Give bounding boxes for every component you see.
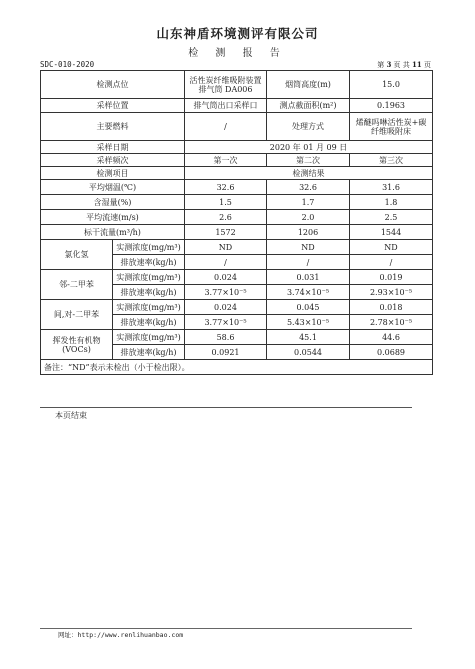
rate-label: 排放速率(kg/h) [113, 315, 185, 330]
pollutant-name: 氯化氢 [41, 240, 113, 270]
rate-value: 3.74×10⁻⁵ [267, 285, 350, 300]
point-value: 活性炭纤维吸附装置排气筒 DA006 [185, 71, 267, 99]
rate-label: 排放速率(kg/h) [113, 345, 185, 360]
param-value: 1206 [267, 225, 350, 240]
param-value: 1.8 [350, 195, 433, 210]
conc-value: 0.024 [185, 270, 267, 285]
rate-value: / [185, 255, 267, 270]
conc-value: ND [350, 240, 433, 255]
pollutant-name: 间,对-二甲苯 [41, 300, 113, 330]
page-end-text: 本页结束 [55, 411, 87, 420]
param-value: 1572 [185, 225, 267, 240]
document-code: SDC-010-2020 [40, 60, 95, 69]
rate-value: 3.77×10⁻⁵ [185, 315, 267, 330]
param-label: 平均流速(m/s) [41, 210, 185, 225]
rate-value: 3.77×10⁻⁵ [185, 285, 267, 300]
conc-value: 0.045 [267, 300, 350, 315]
table-row [41, 270, 433, 285]
frequency-2: 第二次 [267, 154, 350, 167]
item-label: 检测项目 [41, 167, 185, 180]
param-value: 2.0 [267, 210, 350, 225]
conc-value: 0.031 [267, 270, 350, 285]
company-name: 山东神盾环境测评有限公司 [156, 26, 319, 41]
footer-website: 网址：http://www.renlihuanbao.com [58, 631, 184, 639]
table-note: 备注：“ND”表示未检出（小于检出限）。 [41, 360, 433, 375]
table-row [41, 113, 433, 141]
table-row [41, 330, 433, 345]
table-row [41, 210, 433, 225]
area-value: 0.1963 [350, 99, 433, 113]
param-value: 1.7 [267, 195, 350, 210]
rate-label: 排放速率(kg/h) [113, 255, 185, 270]
param-value: 31.6 [350, 180, 433, 195]
pollutant-name: 邻-二甲苯 [41, 270, 113, 300]
table-row [41, 99, 433, 113]
fuel-value: / [185, 113, 267, 141]
table-row [41, 240, 433, 255]
rate-value: 0.0544 [267, 345, 350, 360]
conc-value: ND [267, 240, 350, 255]
table-row [41, 180, 433, 195]
frequency-label: 采样频次 [41, 154, 185, 167]
frequency-3: 第三次 [350, 154, 433, 167]
conc-label: 实测浓度(mg/m³) [113, 300, 185, 315]
footer-divider [40, 628, 412, 629]
conc-label: 实测浓度(mg/m³) [113, 330, 185, 345]
param-value: 2.6 [185, 210, 267, 225]
fuel-label: 主要燃料 [41, 113, 185, 141]
param-value: 1544 [350, 225, 433, 240]
date-label: 采样日期 [41, 141, 185, 154]
page-total: 11 [412, 60, 422, 69]
table-row [41, 360, 433, 375]
page-number: 第 3 页 共 11 页 [377, 60, 431, 69]
conc-label: 实测浓度(mg/m³) [113, 240, 185, 255]
param-label: 标干流量(m³/h) [41, 225, 185, 240]
pollutant-name: 挥发性有机物(VOCs) [41, 330, 113, 360]
table-row [41, 300, 433, 315]
report-table [40, 70, 433, 375]
rate-value: / [267, 255, 350, 270]
height-value: 15.0 [350, 71, 433, 99]
param-value: 2.5 [350, 210, 433, 225]
table-row [41, 154, 433, 167]
height-label: 烟筒高度(m) [267, 71, 350, 99]
rate-value: / [350, 255, 433, 270]
conc-value: 58.6 [185, 330, 267, 345]
param-value: 1.5 [185, 195, 267, 210]
table-row [41, 195, 433, 210]
page-current: 3 [386, 60, 392, 69]
rate-value: 0.0921 [185, 345, 267, 360]
conc-value: 0.018 [350, 300, 433, 315]
rate-value: 2.93×10⁻⁵ [350, 285, 433, 300]
document-title: 检 测 报 告 [188, 48, 287, 59]
param-label: 平均烟温(℃) [41, 180, 185, 195]
date-value: 2020 年 01 月 09 日 [185, 141, 433, 154]
location-value: 排气筒出口采样口 [185, 99, 267, 113]
rate-value: 5.43×10⁻⁵ [267, 315, 350, 330]
param-value: 32.6 [185, 180, 267, 195]
conc-value: 44.6 [350, 330, 433, 345]
table-row [41, 71, 433, 99]
area-label: 测点截面积(m²) [267, 99, 350, 113]
treatment-value: 烯醚吗啉活性炭+碳纤维吸附床 [350, 113, 433, 141]
conc-value: 0.019 [350, 270, 433, 285]
param-value: 32.6 [267, 180, 350, 195]
conc-value: ND [185, 240, 267, 255]
rate-value: 2.78×10⁻⁵ [350, 315, 433, 330]
table-row [41, 225, 433, 240]
frequency-1: 第一次 [185, 154, 267, 167]
location-label: 采样位置 [41, 99, 185, 113]
rate-value: 0.0689 [350, 345, 433, 360]
rate-label: 排放速率(kg/h) [113, 285, 185, 300]
param-label: 含湿量(%) [41, 195, 185, 210]
result-label: 检测结果 [185, 167, 433, 180]
table-row [41, 167, 433, 180]
conc-label: 实测浓度(mg/m³) [113, 270, 185, 285]
treatment-label: 处理方式 [267, 113, 350, 141]
conc-value: 0.024 [185, 300, 267, 315]
point-label: 检测点位 [41, 71, 185, 99]
conc-value: 45.1 [267, 330, 350, 345]
section-divider [40, 407, 412, 408]
table-row [41, 141, 433, 154]
